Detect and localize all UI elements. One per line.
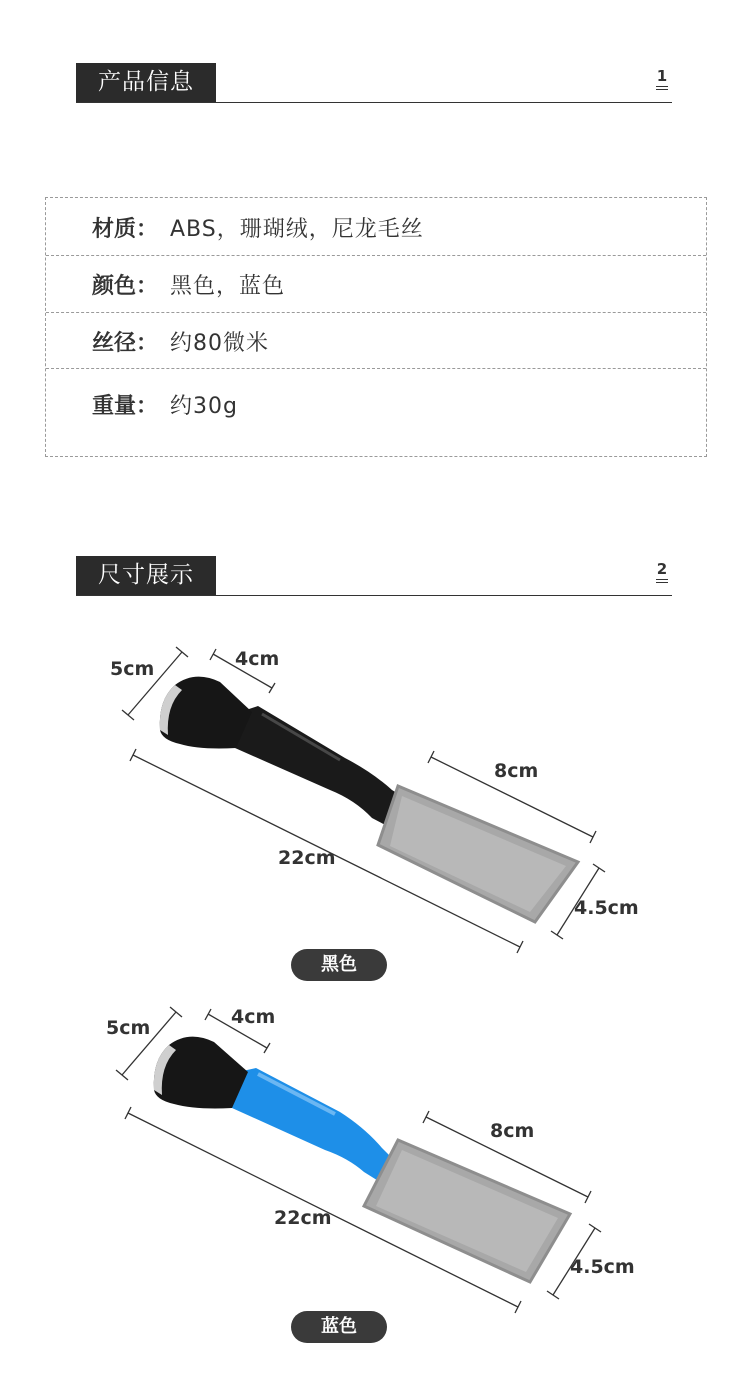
info-label: 重量：	[92, 394, 159, 419]
info-label: 颜色：	[92, 274, 159, 299]
section-title: 尺寸展示	[76, 556, 216, 595]
info-value: 约80微米	[170, 331, 269, 356]
dim-brush-width: 4cm	[231, 1006, 276, 1028]
section-header-info	[76, 63, 672, 103]
section-header-size	[76, 556, 672, 596]
number-lines-icon	[656, 579, 668, 583]
info-row-diameter	[46, 312, 706, 369]
info-label: 材质：	[92, 217, 159, 242]
dim-pad-length: 8cm	[490, 1120, 535, 1142]
section-number-text: 1	[656, 67, 668, 85]
dim-pad-width: 4.5cm	[574, 897, 639, 919]
info-value: ABS，珊瑚绒，尼龙毛丝	[170, 217, 424, 242]
section-number	[656, 562, 668, 583]
number-lines-icon	[656, 86, 668, 90]
dim-pad-width: 4.5cm	[570, 1256, 635, 1278]
section-number-text: 2	[656, 560, 668, 578]
info-row-color	[46, 255, 706, 313]
dim-total-length: 22cm	[274, 1207, 332, 1229]
section-rule	[76, 102, 672, 103]
info-row-material	[46, 198, 706, 256]
brush-illustration	[0, 1000, 750, 1320]
info-label: 丝径：	[92, 331, 159, 356]
color-badge: 蓝色	[291, 1311, 387, 1343]
dim-pad-length: 8cm	[494, 760, 539, 782]
product-black	[0, 640, 750, 985]
product-blue	[0, 1000, 750, 1345]
dim-brush-height: 5cm	[106, 1017, 151, 1039]
section-title: 产品信息	[76, 63, 216, 102]
color-badge: 黑色	[291, 949, 387, 981]
info-row-weight	[46, 369, 706, 457]
section-number	[656, 69, 668, 90]
info-value: 黑色，蓝色	[170, 274, 286, 299]
brush-handle	[231, 706, 408, 830]
dim-brush-width: 4cm	[235, 648, 280, 670]
info-value: 约30g	[170, 394, 238, 419]
dim-brush-height: 5cm	[110, 658, 155, 680]
info-table	[45, 197, 707, 457]
dim-total-length: 22cm	[278, 847, 336, 869]
brush-handle	[229, 1068, 392, 1182]
section-rule	[76, 595, 672, 596]
